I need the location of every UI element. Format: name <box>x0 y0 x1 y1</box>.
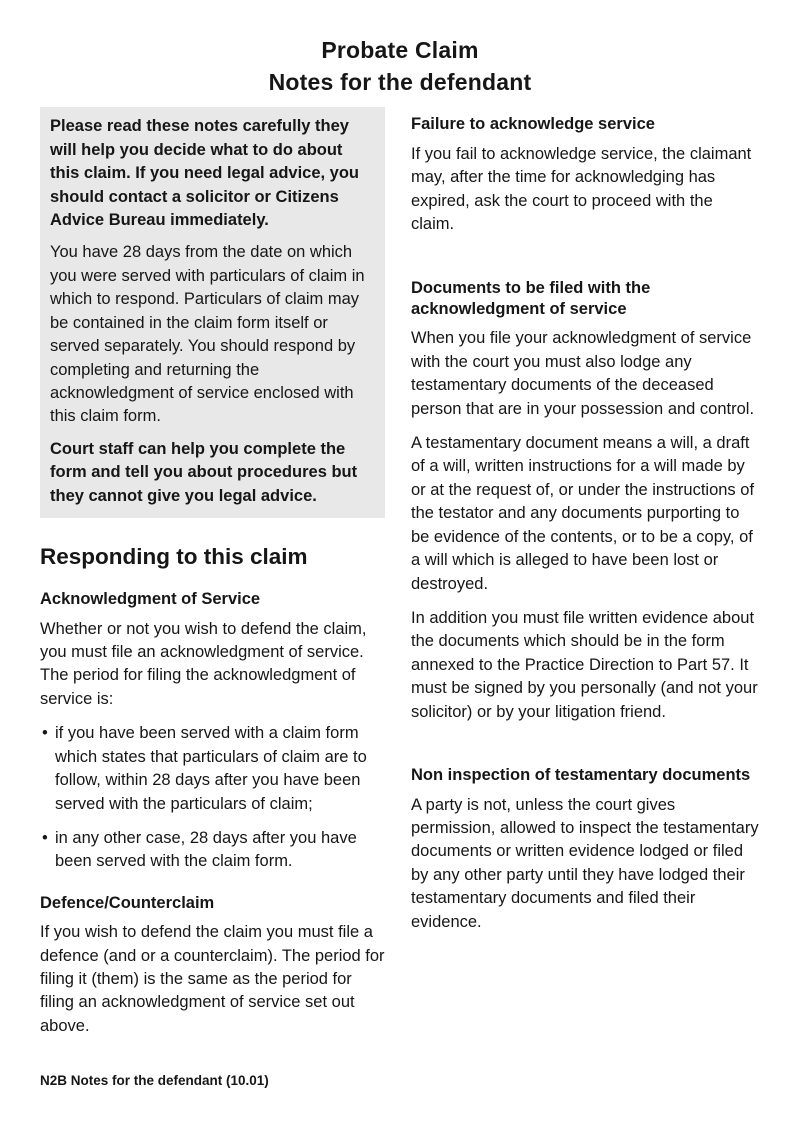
non-inspection-body: A party is not, unless the court gives permission, allowed to inspect the testamentary documents or written evidence lodged or filed by any other party until they have lodged their testamentary documents and filed their evidence. <box>411 795 759 931</box>
form-reference-footer: N2B Notes for the defendant (10.01) <box>40 1073 269 1088</box>
acknowledgment-bullet-list <box>40 722 385 874</box>
defence-body: If you wish to defend the claim you must file a defence (and or a counterclaim). The period for filing it (them) is the same as the period for filing an acknowledgment of service set out above. <box>40 923 385 1035</box>
heading-non-inspection: Non inspection of testamentary documents <box>411 766 751 785</box>
failure-body: If you fail to acknowledge service, the claimant may, after the time for acknowledging has expired, ask the court to proceed with the claim. <box>411 144 752 234</box>
heading-defence-counterclaim: Defence/Counterclaim <box>40 893 215 912</box>
heading-acknowledgment-of-service: Acknowledgment of Service <box>40 590 261 609</box>
acknowledgment-body: Whether or not you wish to defend the claim, you must file an acknowledgment of service. The period for filing the acknowledgment of service is: <box>40 619 367 708</box>
left-column <box>40 107 385 1049</box>
intro-notice-box <box>40 107 385 518</box>
intro-bold-top: Please read these notes carefully they will help you decide what to do about this claim. If you need legal advice, you should contact a solicitor or Citizens Advice Bureau immediately. <box>50 117 360 230</box>
right-column <box>411 107 760 1049</box>
bullet-item: • if you have been served with a claim form which states that particulars of claim are to follow, within 28 days after you have been served with the particulars of claim; <box>40 722 385 816</box>
bullet-item: • in any other case, 28 days after you have been served with the claim form. <box>40 827 385 874</box>
documents-paragraph: In addition you must file written evidence about the documents which should be in the form annexed to the Practice Direction to Part 57. It must be signed by you personally (and not your solicitor) or by your litigation friend. <box>411 609 758 721</box>
page-title <box>40 34 760 98</box>
intro-body: You have 28 days from the date on which you were served with particulars of claim in which to respond. Particulars of claim may be contained in the claim form itself or served separately. You should respond by completing and returning the acknowledgment of service enclosed with this claim form. <box>50 243 365 426</box>
intro-bold-bottom: Court staff can help you complete the form and tell you about procedures but they cannot give you legal advice. <box>50 439 358 505</box>
heading-documents-to-be-filed: Documents to be filed with the acknowledgment of service <box>411 278 651 318</box>
section-heading-responding: Responding to this claim <box>40 544 308 570</box>
title-line2: Notes for the defendant <box>268 69 532 96</box>
two-column-layout <box>40 107 760 1049</box>
documents-paragraph: When you file your acknowledgment of service with the court you must also lodge any testamentary documents of the deceased person that are in your possession and control. <box>411 329 755 418</box>
heading-failure-to-acknowledge: Failure to acknowledge service <box>411 115 655 134</box>
title-line1: Probate Claim <box>321 37 479 63</box>
documents-paragraph: A testamentary document means a will, a draft of a will, written instructions for a will made by or at the request of, or under the instructions of the testator and any documents purporting to be evidence of the contents, or to be a copy, of a will which is alleged to have been lost or destroyed. <box>411 434 755 593</box>
